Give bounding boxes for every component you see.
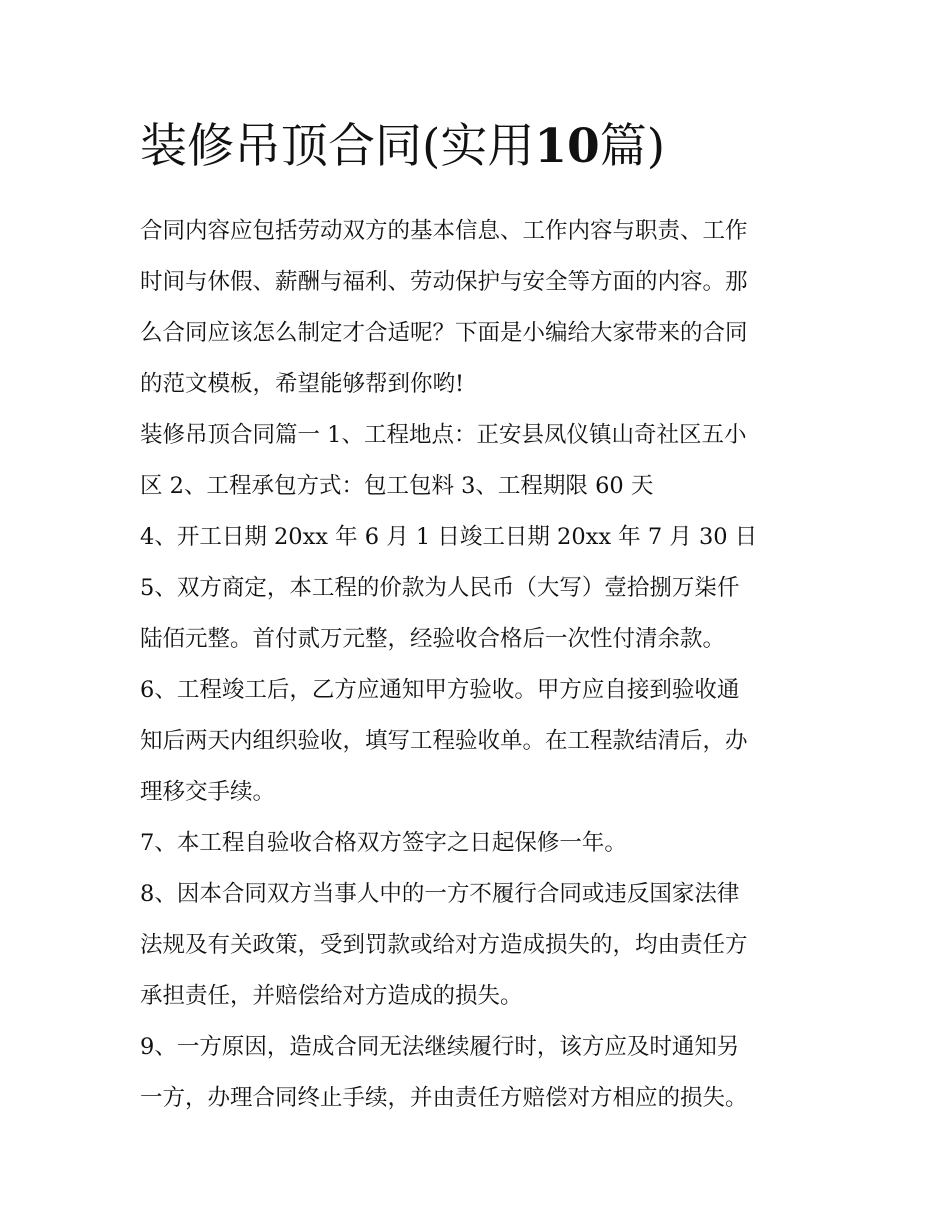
intro-paragraph <box>140 206 812 410</box>
text-line: 法规及有关政策，受到罚款或给对方造成损失的，均由责任方 <box>140 932 748 958</box>
text-line: 9、一方原因，造成合同无法继续履行时，该方应及时通知另 <box>140 1034 740 1060</box>
text-line: 装修吊顶合同篇一 1、工程地点：正安县凤仪镇山奇社区五小 <box>140 422 747 448</box>
clause-9-paragraph <box>140 1022 812 1124</box>
clause-6-paragraph <box>140 665 812 818</box>
text-line: 陆佰元整。首付贰万元整，经验收合格后一次性付清余款。 <box>140 626 726 652</box>
text-line: 理移交手续。 <box>140 779 276 805</box>
text-line: 的范文模板，希望能够帮到你哟! <box>140 371 465 397</box>
clause-1-3-paragraph <box>140 410 812 512</box>
text-line: 么合同应该怎么制定才合适呢？下面是小编给大家带来的合同 <box>140 320 748 346</box>
text-line: 7、本工程自验收合格双方签字之日起保修一年。 <box>140 830 627 856</box>
text-line: 8、因本合同双方当事人中的一方不履行合同或违反国家法律 <box>140 881 740 907</box>
clause-7-paragraph <box>140 818 812 869</box>
text-line: 区 2、工程承包方式：包工包料 3、工程期限 60 天 <box>140 473 654 499</box>
title-text-part1: 装修吊顶合同(实用 <box>140 119 535 174</box>
text-line: 4、开工日期 20xx 年 6 月 1 日竣工日期 20xx 年 7 月 30 日 <box>140 524 758 550</box>
clause-5-paragraph <box>140 563 812 665</box>
title-number: 10 <box>534 119 600 174</box>
text-line: 5、双方商定，本工程的价款为人民币（大写）壹拾捌万柒仟 <box>140 575 740 601</box>
text-line: 一方，办理合同终止手续，并由责任方赔偿对方相应的损失。 <box>140 1085 748 1111</box>
text-line: 时间与休假、薪酬与福利、劳动保护与安全等方面的内容。那 <box>140 269 748 295</box>
clause-8-paragraph <box>140 869 812 1022</box>
text-line: 知后两天内组织验收，填写工程验收单。在工程款结清后，办 <box>140 728 748 754</box>
text-line: 合同内容应包括劳动双方的基本信息、工作内容与职责、工作 <box>140 218 748 244</box>
document-title <box>140 110 812 184</box>
text-line: 承担责任，并赔偿给对方造成的损失。 <box>140 983 523 1009</box>
clause-4-paragraph <box>140 512 812 563</box>
text-line: 6、工程竣工后，乙方应通知甲方验收。甲方应自接到验收通 <box>140 677 740 703</box>
title-text-part3: 篇) <box>599 119 666 174</box>
document-page <box>140 110 812 1124</box>
